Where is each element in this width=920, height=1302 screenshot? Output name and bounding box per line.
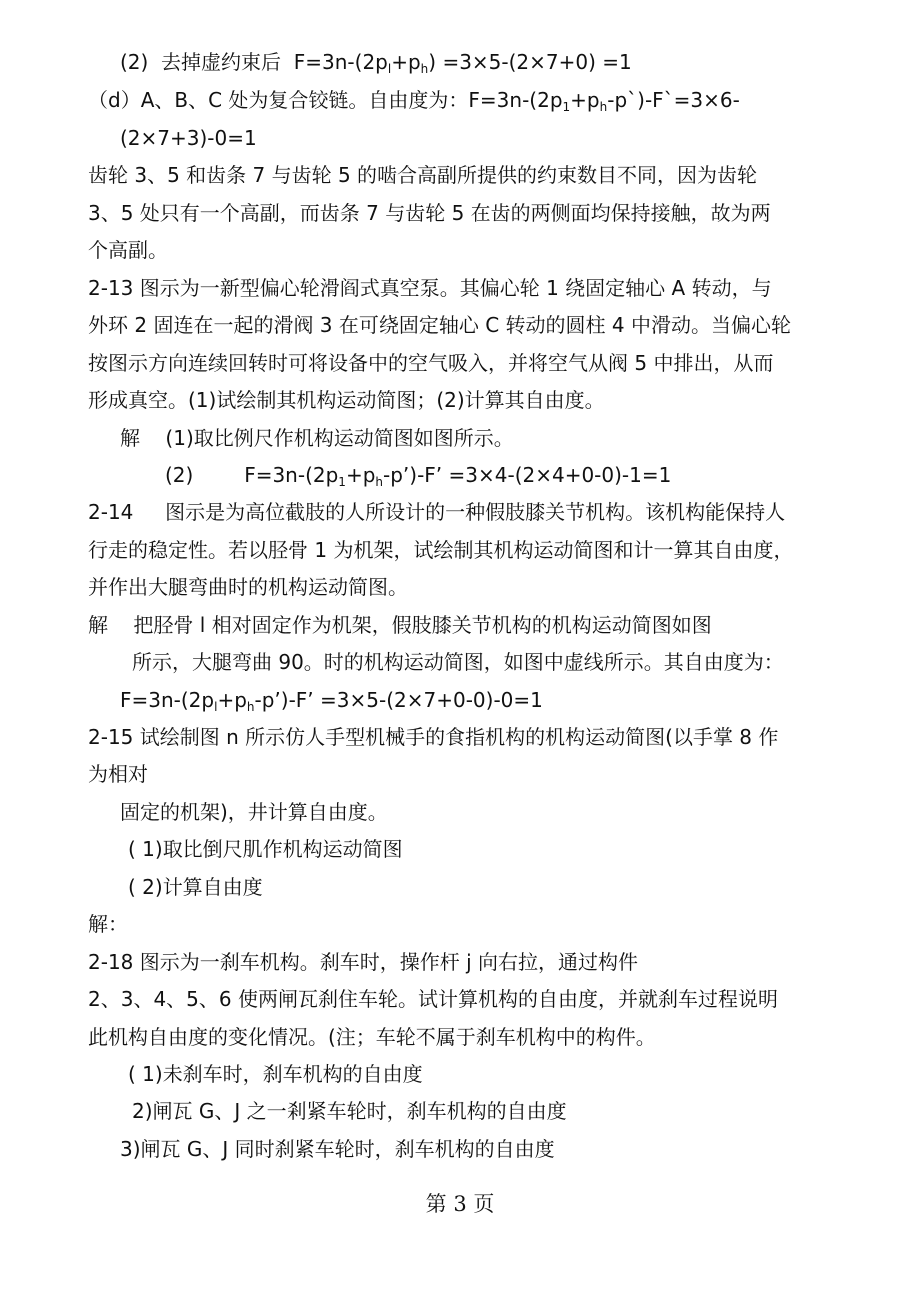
text-run: +p [217,688,247,712]
subscript: h [375,475,383,489]
formula-line [88,87,740,113]
text-run: -p’)-F’ =3×5-(2×7+0-0)-0=1 [254,688,543,712]
text-run: +p [391,50,421,74]
text-run: ) =3×5-(2×7+0) =1 [428,50,632,74]
text-run: (2) 去掉虚约束后 F=3n-(2p [120,50,388,74]
text-run: +p [345,463,376,487]
list-item: ( 2)计算自由度 [128,875,263,899]
text-line: (2×7+3)-0=1 [120,126,257,150]
text-run: F=3n-(2p [120,688,215,712]
subscript: h [599,100,608,114]
subscript: 1 [562,100,571,114]
subscript: h [246,700,255,714]
formula-line [165,462,671,488]
problem-heading: 2-13 图示为一新型偏心轮滑阎式真空泵。其偏心轮 1 绕固定轴心 A 转动，与 [88,276,772,300]
text-line: 固定的机架)，井计算自由度。 [120,800,388,824]
text-line: 2、3、4、5、6 使两闸瓦刹住车轮。试计算机构的自由度，并就刹车过程说明 [88,987,778,1011]
subscript: h [420,62,429,76]
text-line: 行走的稳定性。若以胫骨 1 为机架，试绘制其机构运动简图和计一算其自由度， [88,538,794,562]
subscript: 1 [338,475,346,489]
formula-line [120,687,543,713]
text-run: (2) F=3n-(2p [165,463,339,487]
text-line: 3、5 处只有一个高副，而齿条 7 与齿轮 5 在齿的两侧面均保持接触，故为两 [88,201,771,225]
text-line: 所示，大腿弯曲 90。时的机构运动简图，如图中虚线所示。其自由度为： [132,650,784,674]
subscript: l [214,700,218,714]
text-line: 此机构自由度的变化情况。(注；车轮不属于刹车机构中的构件。 [88,1025,656,1049]
solution-line: 解 把胫骨 l 相对固定作为机架，假肢膝关节机构的机构运动简图如图 [88,613,712,637]
text-line: 外环 2 固连在一起的滑阀 3 在可绕固定轴心 C 转动的圆柱 4 中滑动。当偏心轮 [88,313,791,337]
text-line: 按图示方向连续回转时可将设备中的空气吸入，并将空气从阀 5 中排出，从而 [88,351,774,375]
text-run: -p’)-F’ =3×4-(2×4+0-0)-1=1 [383,463,672,487]
subscript: l [387,62,392,76]
problem-heading: 2-15 试绘制图 n 所示仿人手型机械手的食指机构的机构运动简图(以手掌 8 作 [88,725,779,749]
list-item: ( 1)未刹车时，刹车机构的自由度 [128,1062,423,1086]
page-number: 第 3 页 [425,1192,495,1216]
list-item: 2)闸瓦 G、J 之一剎紧车轮时，刹车机构的自由度 [132,1099,567,1123]
text-line: 并作出大腿弯曲时的机构运动简图。 [88,575,408,599]
text-line: 为相对 [88,762,148,786]
problem-heading: 2-14 图示是为高位截肢的人所设计的一种假肢膝关节机构。该机构能保持人 [88,500,786,524]
text-run: （d）A、B、C 处为复合铰链。自由度为：F=3n-(2p [88,88,563,112]
solution-line: 解 (1)取比例尺作机构运动简图如图所示。 [120,426,514,450]
text-run: -p`)-F`=3×6- [607,88,740,112]
text-line: 齿轮 3、5 和齿条 7 与齿轮 5 的啮合高副所提供的约束数目不同，因为齿轮 [88,163,758,187]
text-run: +p [570,88,600,112]
formula-line [120,49,632,75]
list-item: 3)闸瓦 G、J 同时刹紧车轮时，刹车机构的自由度 [120,1137,555,1161]
problem-heading: 2-18 图示为一刹车机构。刹车时，操作杆 j 向右拉，通过构件 [88,950,639,974]
text-line: 个高副。 [88,238,168,262]
solution-line: 解： [88,912,128,936]
list-item: ( 1)取比倒尺肌作机构运动简图 [128,837,403,861]
text-line: 形成真空。(1)试绘制其机构运动简图；(2)计算其自由度。 [88,388,605,412]
